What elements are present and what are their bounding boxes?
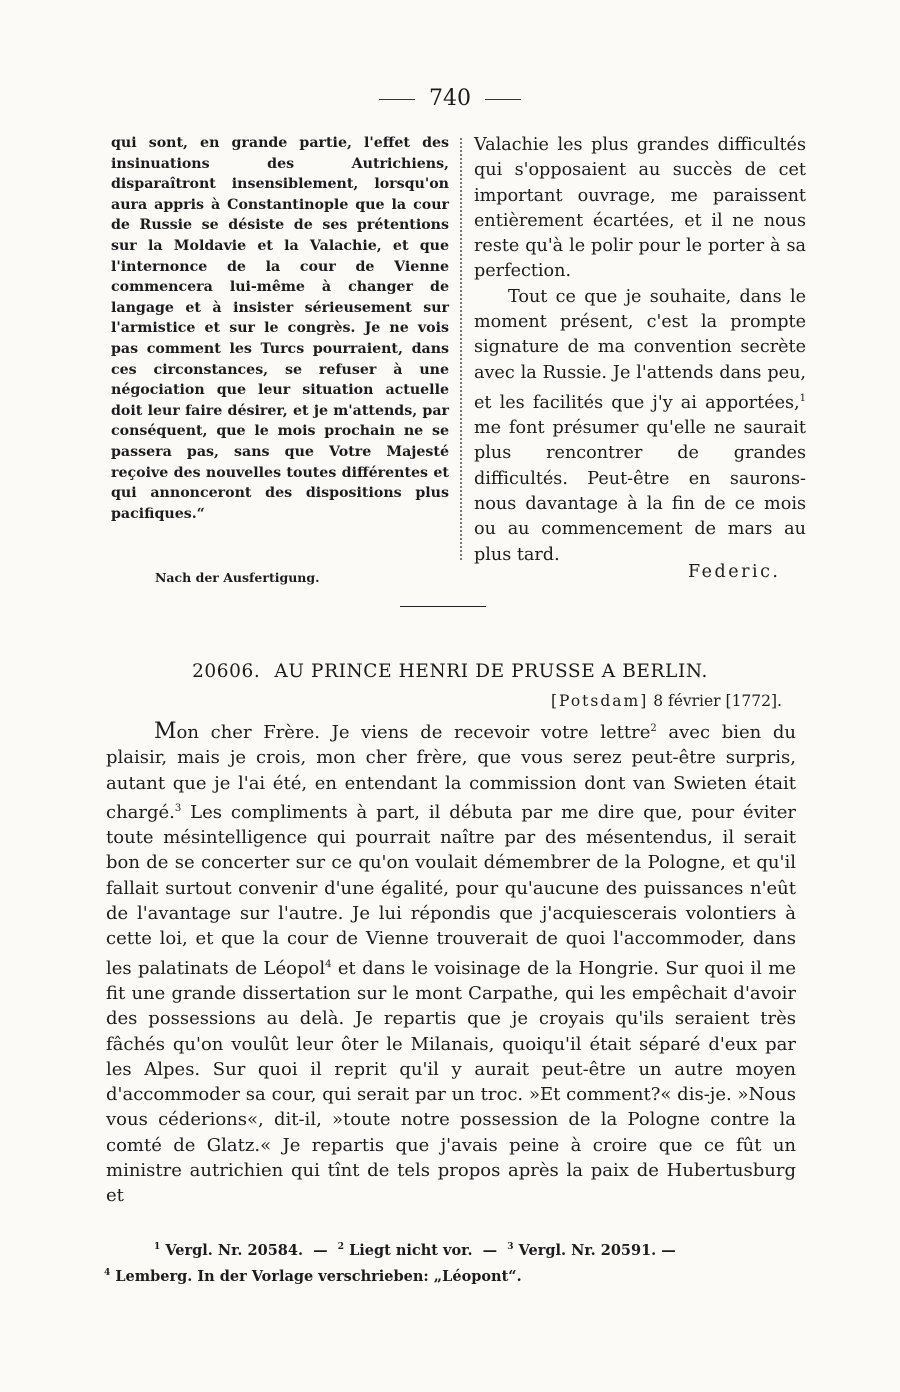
- letter-text-1: on cher Frère. Je viens de recevoir votre lettre: [176, 722, 651, 743]
- letter-dateline: [551, 692, 782, 710]
- letter-title: AU PRINCE HENRI DE PRUSSE A BERLIN.: [274, 661, 708, 682]
- footnote-3-text: Vergl. Nr. 20591.: [518, 1241, 657, 1259]
- page-header: [0, 86, 900, 112]
- footnote-1-text: Vergl. Nr. 20584.: [165, 1241, 304, 1259]
- right-paragraph-2-part-1: Tout ce que je souhaite, dans le moment présent, c'est la prompte signature de ma convention secrète avec la Russie. Je l'attends dans peu, et les facilités que j'y ai apportées,: [474, 286, 806, 413]
- signature: Federic.: [688, 562, 781, 582]
- column-divider: [460, 138, 462, 560]
- right-paragraph-2-part-2: me font présumer qu'elle ne saurait plus rencontrer de grandes difficultés. Peut-être en saurons-nous davantage à la fin de ce mois ou au commencement de mars au plus tard.: [474, 418, 806, 565]
- footnote-ref-3: 3: [174, 802, 182, 814]
- letter-place: [Potsdam]: [550, 692, 649, 710]
- footnote-4-text: Lemberg. In der Vorlage verschrieben: „Léopont“.: [115, 1267, 522, 1285]
- footnote-2-text: Liegt nicht vor.: [349, 1241, 473, 1259]
- footnote-line-1: [104, 1236, 794, 1262]
- letter-text-3: Les compliments à part, il débuta par me dire que, pour éviter toute mésintelligence qui pourrait naître par des mésentendus, il serait bon de se concerter sur ce qu'on voulait démembrer de la Pologne, et qu'il fallait surtout convenir d'une égalité, pour qu'aucune des puissances n'eût de l'avantage sur l'autre. Je lui répondis que j'acquiescerais volontiers à cette loi, et que la cour de Vienne trouverait de quoi l'accommoder, dans les palatinats de Léopol: [106, 801, 796, 979]
- left-column-text: qui sont, en grande partie, l'effet des insinuations des Autrichiens, disparaîtront insensiblement, lorsqu'on aura appris à Constantinople que la cour de Russie se désiste de ses prétentions sur la Moldavie et la Valachie, et que l'internonce de la cour de Vienne commencera lui-même à changer de langage et à insister sérieusement sur l'armistice et sur le congrès. Je ne vois pas comment les Turcs pourraient, dans ces circonstances, se refuser à une négociation que leur situation actuelle doit leur faire désirer, et je m'attends, par conséquent, que le mois prochain ne se passera pas, sans que Votre Majesté reçoive des nouvelles toutes différentes et qui annonceront des dispositions plus pacifiques.“: [111, 135, 449, 522]
- footnotes: [104, 1236, 794, 1288]
- letter-date: 8 février [1772].: [653, 692, 782, 710]
- footnote-3-number: 3: [507, 1242, 514, 1252]
- letter-heading: [0, 661, 900, 682]
- footnote-ref-4: 4: [325, 958, 332, 970]
- letter-text-4: et dans le voisinage de la Hongrie. Sur quoi il me fit une grande dissertation sur le mont Carpathe, qui les empêchait d'avoir des possessions au delà. Je repartis que je croyais qu'ils seraient très fâchés qu'on voulût leur ôter le Milanais, quoiqu'il était séparé d'eux par les Alpes. Sur quoi il reprit qu'il y aurait peut-être un autre moyen d'accommoder sa cour, qui serait par un troc. »Et comment?« dis-je. »Nous vous céderions«, dit-il, »toute notre possession de la Pologne contre la comté de Glatz.« Je repartis que j'avais peine à croire que ce fût un ministre autrichien qui tînt de tels propos après la paix de Hubertusburg et: [106, 957, 797, 1207]
- letter-paragraph: [106, 716, 796, 1209]
- page-number: 740: [429, 86, 471, 111]
- footnote-dash: —: [482, 1241, 498, 1259]
- header-rule-right: [485, 99, 521, 100]
- left-column: [111, 133, 449, 524]
- letter-text-2: avec bien du plaisir, mais je crois, mon cher frère, que vous serez peut-être surpris, autant que je l'ai été, en entendant la commission dont van Swieten était chargé.: [106, 722, 796, 823]
- section-separator: [400, 606, 486, 607]
- header-rule-left: [379, 99, 415, 100]
- footnote-2-number: 2: [337, 1242, 344, 1252]
- footnote-dash: —: [313, 1241, 328, 1259]
- footnote-dash: —: [661, 1241, 676, 1259]
- letter-body: [106, 716, 796, 1209]
- letter-initial: M: [154, 719, 177, 744]
- footnote-ref-1: 1: [799, 392, 806, 404]
- letter-number: 20606.: [192, 661, 261, 682]
- right-paragraph-1: Valachie les plus grandes difficultés qui s'opposaient au succès de cet important ouvrage, me paraissent entièrement écartées, et il ne nous reste qu'à le polir pour le porter à sa perfection.: [474, 135, 806, 282]
- footnote-1-number: 1: [154, 1242, 161, 1252]
- source-note: Nach der Ausfertigung.: [155, 570, 320, 585]
- right-paragraph-2: [474, 285, 806, 568]
- footnote-4-number: 4: [104, 1267, 111, 1278]
- footnote-ref-2: 2: [650, 723, 657, 734]
- footnote-line-2: [104, 1262, 794, 1288]
- right-column: [474, 133, 806, 568]
